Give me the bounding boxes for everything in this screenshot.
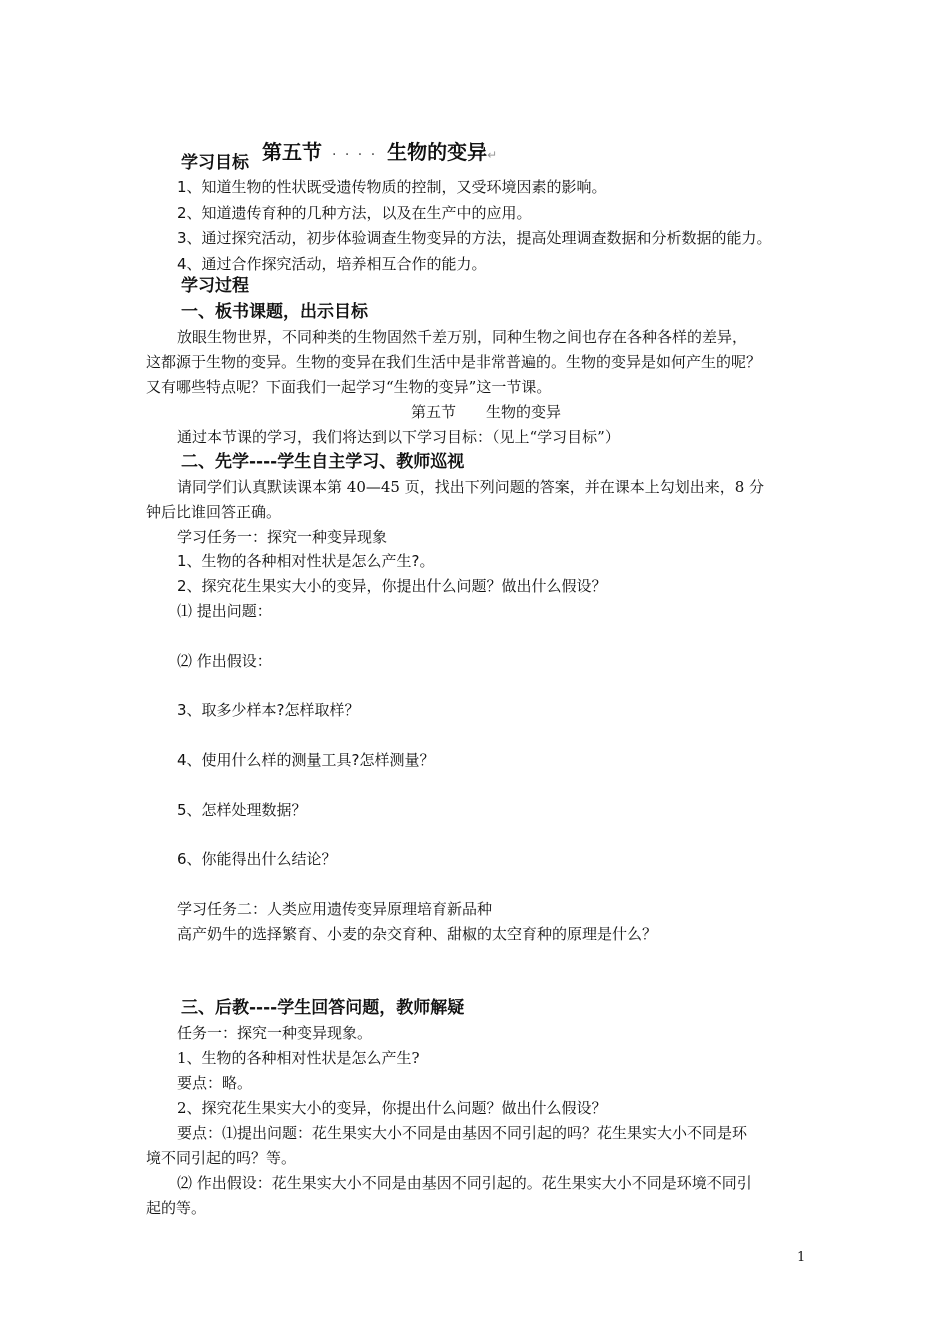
task1-item: ⑵ 作出假设： xyxy=(177,652,272,670)
task1-item: ⑴ 提出问题： xyxy=(177,602,272,620)
section3-line: 任务一：探究一种变异现象。 xyxy=(177,1024,373,1042)
process-heading: 学习过程 xyxy=(181,276,249,296)
page-number: 1 xyxy=(797,1250,806,1265)
task1-item: 2、探究花生果实大小的变异，你提出什么问题？做出什么假设？ xyxy=(177,577,607,595)
title-part1: 第五节 xyxy=(262,140,322,164)
section2-heading: 二、先学----学生自主学习、教师巡视 xyxy=(181,452,465,472)
objective-item: 2、知道遗传育种的几种方法，以及在生产中的应用。 xyxy=(177,204,532,222)
section3-heading: 三、后教----学生回答问题，教师解疑 xyxy=(181,998,465,1018)
section2-intro-line: 请同学们认真默读课本第 40—45 页，找出下列问题的答案，并在课本上勾划出来，8 分 xyxy=(177,478,765,496)
title-dots: · · · · xyxy=(332,147,378,163)
section3-line: 境不同引起的吗？等。 xyxy=(146,1149,297,1167)
section3-line: 要点：⑴提出问题：花生果实大小不同是由基因不同引起的吗？花生果实大小不同是环 xyxy=(177,1124,748,1142)
task1-title: 学习任务一：探究一种变异现象 xyxy=(177,528,388,546)
objective-item: 1、知道生物的性状既受遗传物质的控制，又受环境因素的影响。 xyxy=(177,178,607,196)
section1-line: 放眼生物世界，不同种类的生物固然千差万别，同种生物之间也存在各种各样的差异， xyxy=(177,328,748,346)
section1-target-line: 通过本节课的学习，我们将达到以下学习目标：（见上“学习目标”） xyxy=(177,428,620,446)
objective-item: 4、通过合作探究活动，培养相互合作的能力。 xyxy=(177,255,487,273)
task1-item: 6、你能得出什么结论？ xyxy=(177,850,337,868)
section1-center-title: 第五节 生物的变异 xyxy=(411,403,562,421)
paragraph-mark: ↵ xyxy=(487,148,498,162)
section2-intro-line: 钟后比谁回答正确。 xyxy=(146,503,282,521)
section3-line: 起的等。 xyxy=(146,1199,207,1217)
task1-item: 1、生物的各种相对性状是怎么产生?。 xyxy=(177,552,435,570)
section1-heading: 一、板书课题，出示目标 xyxy=(181,302,368,322)
title-part2: 生物的变异 xyxy=(387,140,488,164)
task2-title: 学习任务二：人类应用遗传变异原理培育新品种 xyxy=(177,900,493,918)
section3-line: 1、生物的各种相对性状是怎么产生? xyxy=(177,1049,420,1067)
task1-item: 4、使用什么样的测量工具?怎样测量？ xyxy=(177,751,435,769)
section1-line: 这都源于生物的变异。生物的变异在我们生活中是非常普遍的。生物的变异是如何产生的呢？ xyxy=(146,353,762,371)
objectives-heading: 学习目标 xyxy=(181,153,249,173)
task1-item: 5、怎样处理数据？ xyxy=(177,801,307,819)
section1-line: 又有哪些特点呢？下面我们一起学习“生物的变异”这一节课。 xyxy=(146,378,552,396)
section3-line: 2、探究花生果实大小的变异，你提出什么问题？做出什么假设？ xyxy=(177,1099,607,1117)
objective-item: 3、通过探究活动，初步体验调查生物变异的方法，提高处理调查数据和分析数据的能力。 xyxy=(177,229,772,247)
section3-line: ⑵ 作出假设：花生果实大小不同是由基因不同引起的。花生果实大小不同是环境不同引 xyxy=(177,1174,752,1192)
task1-item: 3、取多少样本?怎样取样？ xyxy=(177,701,360,719)
page-title xyxy=(262,139,501,168)
task2-question: 高产奶牛的选择繁育、小麦的杂交育种、甜椒的太空育种的原理是什么？ xyxy=(177,925,658,943)
section3-line: 要点：略。 xyxy=(177,1074,253,1092)
